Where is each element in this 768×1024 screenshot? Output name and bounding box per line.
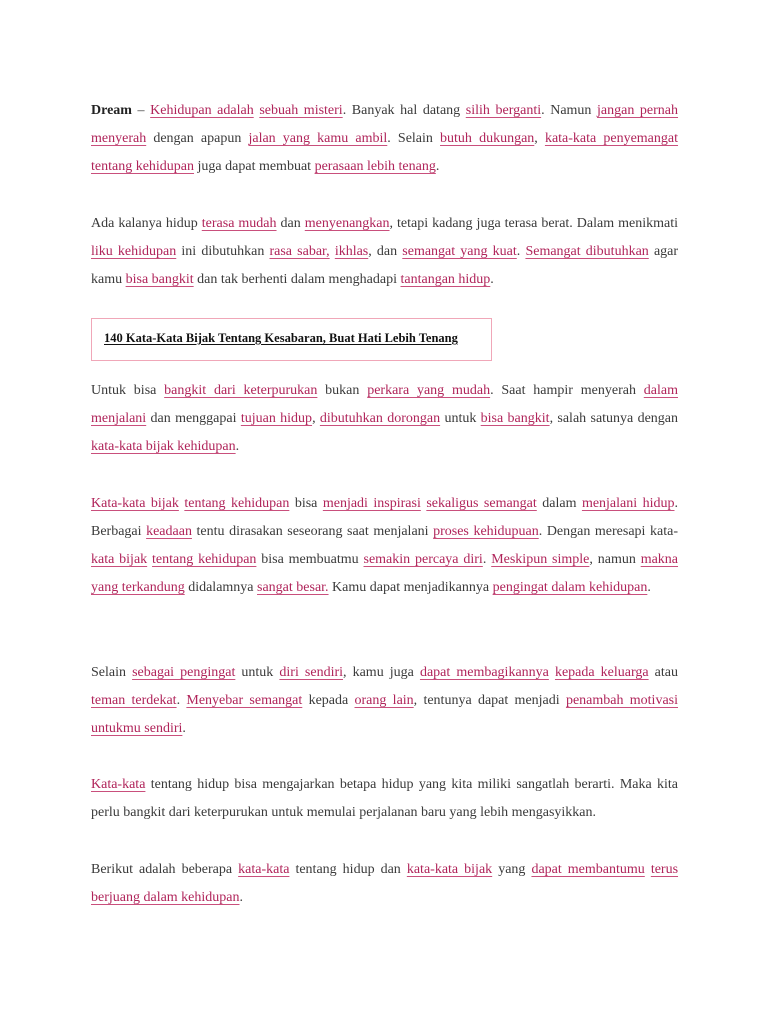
body-text: . Berbagai <box>91 496 678 539</box>
inline-link[interactable]: menjalani hidup <box>581 496 675 511</box>
body-text: dan menggapai <box>146 411 241 426</box>
body-text: tentu dirasakan seseorang saat menjalani <box>191 524 434 539</box>
body-text: . Saat hampir menyerah <box>490 383 644 398</box>
paragraph-rise <box>91 377 678 461</box>
body-text: , <box>534 131 545 146</box>
body-text: kepada <box>302 693 355 708</box>
related-article-box <box>91 318 492 361</box>
inline-link[interactable]: menjadi inspirasi <box>322 496 421 511</box>
body-text: . Banyak hal datang <box>342 103 466 118</box>
body-text: , kamu juga <box>343 665 420 680</box>
inline-link[interactable]: terus berjuang dalam kehidupan <box>91 862 679 905</box>
inline-link[interactable]: pengingat dalam kehidupan <box>492 580 648 595</box>
inline-link[interactable]: liku kehidupan <box>91 244 177 259</box>
inline-link[interactable]: kata-kata bijak kehidupan <box>91 439 236 454</box>
inline-link[interactable]: keadaan <box>146 524 192 539</box>
inline-link[interactable]: proses kehidupuan <box>433 524 539 539</box>
body-text: Kamu dapat menjadikannya <box>328 580 493 595</box>
body-text: . Namun <box>541 103 598 118</box>
inline-link[interactable]: Kata-kata bijak <box>91 496 179 511</box>
inline-link[interactable]: sebagai pengingat <box>132 665 236 680</box>
body-text: dalam <box>536 496 582 511</box>
body-text: dan tak berhenti dalam menghadapi <box>193 272 401 287</box>
body-text: . <box>239 890 244 905</box>
inline-link[interactable]: tentang kehidupan <box>184 496 290 511</box>
body-text: bisa <box>289 496 323 511</box>
paragraph-intro <box>91 97 678 181</box>
body-text: untuk <box>235 665 280 680</box>
body-text: dengan apapun <box>146 131 249 146</box>
body-text: , salah satunya dengan <box>549 411 679 426</box>
body-text: . Selain <box>387 131 441 146</box>
inline-link[interactable]: perasaan lebih tenang <box>314 159 436 174</box>
body-text: tentang hidup bisa mengajarkan betapa hidup yang kita miliki sangatlah berarti. Maka kita perlu bangkit dari keterpurukan untuk memulai perjalanan baru yang lebih mengasyikkan. <box>91 777 678 820</box>
inline-link[interactable]: tentang kehidupan <box>91 159 195 174</box>
inline-link[interactable]: kepada keluarga <box>554 665 649 680</box>
body-text: bukan <box>317 383 368 398</box>
inline-link[interactable]: penambah motivasi <box>565 693 678 708</box>
inline-link[interactable]: jangan pernah menyerah <box>91 103 679 146</box>
body-text: Untuk bisa <box>91 383 165 398</box>
body-text: . <box>516 244 526 259</box>
body-text: , tentunya dapat menjadi <box>413 693 566 708</box>
body-text: , <box>312 411 320 426</box>
inline-link[interactable]: Kata-kata <box>91 777 146 792</box>
inline-link[interactable]: Semangat dibutuhkan <box>525 244 649 259</box>
inline-link[interactable]: bisa bangkit <box>480 411 550 426</box>
paragraph-life <box>91 210 678 294</box>
body-text: . <box>482 552 492 567</box>
body-text: . Dengan meresapi kata- <box>538 524 678 539</box>
related-article-link[interactable]: 140 Kata-Kata Bijak Tentang Kesabaran, Buat Hati Lebih Tenang <box>104 331 458 345</box>
inline-link[interactable]: dapat membagikannya <box>419 665 549 680</box>
inline-link[interactable]: orang lain <box>354 693 414 708</box>
inline-link[interactable]: sebuah misteri <box>259 103 343 118</box>
body-text: ini dibutuhkan <box>176 244 270 259</box>
inline-link[interactable]: rasa sabar, <box>269 244 330 259</box>
body-text: , namun <box>589 552 641 567</box>
body-text: . <box>647 580 651 595</box>
body-text: . <box>235 439 240 454</box>
inline-link[interactable]: semakin percaya diri <box>363 552 483 567</box>
inline-link[interactable]: Menyebar semangat <box>186 693 303 708</box>
inline-link[interactable]: makna yang terkandung <box>91 552 679 595</box>
inline-link[interactable]: kata-kata penyemangat <box>544 131 679 146</box>
inline-link[interactable]: bisa bangkit <box>125 272 194 287</box>
body-text: tentang hidup dan <box>289 862 407 877</box>
paragraph-following <box>91 856 678 912</box>
inline-link[interactable]: dapat membantumu <box>531 862 645 877</box>
inline-link[interactable]: jalan yang kamu ambil <box>248 131 388 146</box>
body-text: Selain <box>91 665 133 680</box>
inline-link[interactable]: tujuan hidup <box>240 411 313 426</box>
body-text: juga dapat membuat <box>194 159 315 174</box>
paragraph-wise-words <box>91 490 678 602</box>
inline-link[interactable]: tantangan hidup <box>400 272 491 287</box>
inline-link[interactable]: perkara yang mudah <box>367 383 491 398</box>
inline-link[interactable]: Meskipun simple <box>491 552 590 567</box>
body-text: . <box>490 272 494 287</box>
body-text: agar kamu <box>91 244 679 287</box>
inline-link[interactable]: Kehidupan adalah <box>150 103 254 118</box>
inline-link[interactable]: semangat yang kuat <box>402 244 517 259</box>
body-text: didalamnya <box>184 580 258 595</box>
body-text: dan <box>276 216 305 231</box>
inline-link[interactable]: kata-kata <box>238 862 290 877</box>
inline-link[interactable]: teman terdekat <box>91 693 177 708</box>
inline-link[interactable]: terasa mudah <box>201 216 277 231</box>
inline-link[interactable]: kata-kata bijak <box>406 862 493 877</box>
inline-link[interactable]: silih berganti <box>465 103 542 118</box>
inline-link[interactable]: tentang kehidupan <box>152 552 257 567</box>
inline-link[interactable]: ikhlas <box>334 244 369 259</box>
inline-link[interactable]: butuh dukungan <box>440 131 535 146</box>
body-text: . <box>176 693 187 708</box>
body-text: . <box>182 721 186 736</box>
inline-link[interactable]: kata bijak <box>91 552 148 567</box>
inline-link[interactable]: sekaligus semangat <box>426 496 537 511</box>
body-text: bisa membuatmu <box>256 552 364 567</box>
body-text: , dan <box>368 244 403 259</box>
paragraph-share <box>91 659 678 743</box>
body-text: Berikut adalah beberapa <box>91 862 239 877</box>
inline-link[interactable]: sangat besar. <box>257 580 329 595</box>
inline-link[interactable]: dalam menjalani <box>91 383 678 426</box>
body-text: – <box>131 103 151 118</box>
body-text: untuk <box>440 411 481 426</box>
body-text: Ada kalanya hidup <box>91 216 202 231</box>
lead-keyword: Dream <box>91 103 132 118</box>
body-text: , tetapi kadang juga terasa berat. Dalam menikmati <box>389 216 679 231</box>
paragraph-meaning <box>91 771 678 827</box>
body-text: . <box>435 159 440 174</box>
inline-link[interactable]: bangkit dari keterpurukan <box>164 383 318 398</box>
inline-link[interactable]: untukmu sendiri <box>91 721 183 736</box>
body-text: yang <box>492 862 532 877</box>
inline-link[interactable]: dibutuhkan dorongan <box>319 411 441 426</box>
inline-link[interactable]: menyenangkan <box>304 216 390 231</box>
inline-link[interactable]: diri sendiri <box>279 665 344 680</box>
body-text: atau <box>648 665 679 680</box>
